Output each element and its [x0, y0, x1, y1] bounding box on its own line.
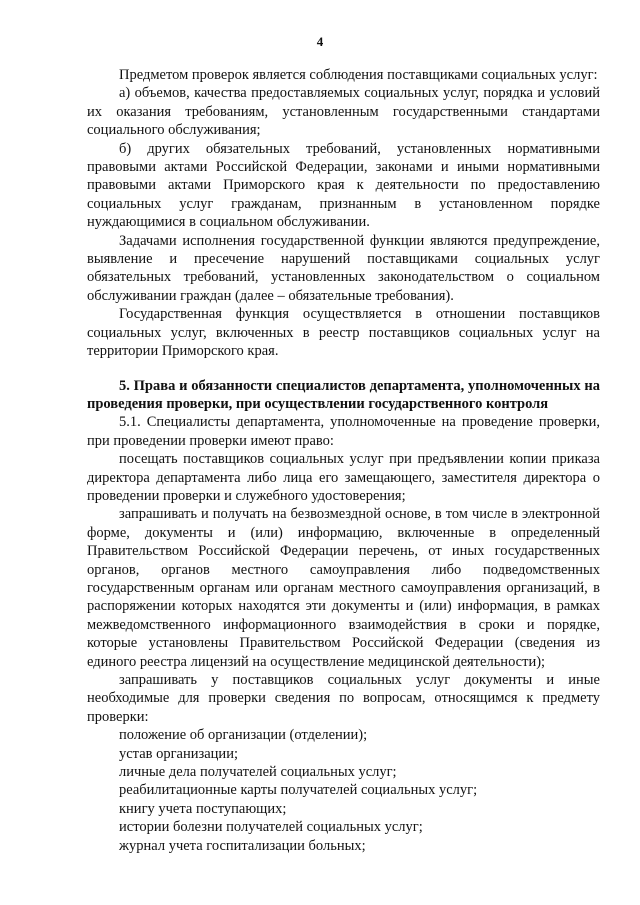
paragraph: а) объемов, качества предоставляемых социальных услуг, порядка и условий их оказания требованиям, установленным государственными стандартами социального обслуживания;: [87, 85, 600, 139]
document-body: [87, 66, 600, 855]
paragraph: Государственная функция осуществляется в отношении поставщиков социальных услуг, включенных в реестр поставщиков социальных услуг на территории Приморского края.: [87, 306, 600, 360]
document-list: [87, 726, 600, 855]
page-number: 4: [316, 34, 324, 49]
list-item: реабилитационные карты получателей социальных услуг;: [119, 782, 478, 799]
paragraph: Задачами исполнения государственной функции являются предупреждение, выявление и пресечение нарушений поставщиками социальных услуг обязательных требований, установленных законодательством о социальном обслуживании граждан (далее – обязательные требования).: [87, 232, 600, 304]
section-heading: 5. Права и обязанности специалистов департамента, уполномоченных на проведения проверки, при осуществлении государственного контроля: [87, 377, 600, 412]
list-item: книгу учета поступающих;: [119, 800, 287, 817]
paragraph: запрашивать и получать на безвозмездной основе, в том числе в электронной форме, документы и (или) информацию, включенные в определенный Правительством Российской Федерации перечень, от иных государственных органов, органов местного самоуправления либо подведомственных государственным органам или органам местного самоуправления организаций, в распоряжении которых находятся эти документы и (или) информация, в рамках межведомственного информационного взаимодействия в сроки и порядке, которые установлены Правительством Российской Федерации (сведения из единого реестра лицензий на осуществление медицинской деятельности);: [87, 506, 600, 670]
paragraph: 5.1. Специалисты департамента, уполномоченные на проведение проверки, при проведении проверки имеют право:: [87, 414, 600, 449]
paragraph: посещать поставщиков социальных услуг при предъявлении копии приказа директора департамента либо лица его замещающего, заместителя директора о проведении проверки и служебного удостоверения;: [87, 451, 600, 504]
paragraph: б) других обязательных требований, установленных нормативными правовыми актами Российской Федерации, законами и иными нормативными правовыми актами Приморского края к деятельности по предоставлению социальных услуг гражданам, признанным в установленном порядке нуждающимися в социальном обслуживании.: [87, 140, 600, 231]
list-item: положение об организации (отделении);: [119, 727, 368, 744]
paragraph: запрашивать у поставщиков социальных услуг документы и иные необходимые для проверки сведения по вопросам, относящимся к предмету проверки:: [87, 672, 600, 725]
list-item: истории болезни получателей социальных услуг;: [119, 819, 423, 836]
list-item: устав организации;: [119, 745, 238, 762]
list-item: личные дела получателей социальных услуг;: [119, 764, 397, 781]
list-item: журнал учета госпитализации больных;: [119, 837, 366, 854]
paragraph: Предметом проверок является соблюдения поставщиками социальных услуг:: [119, 67, 598, 83]
